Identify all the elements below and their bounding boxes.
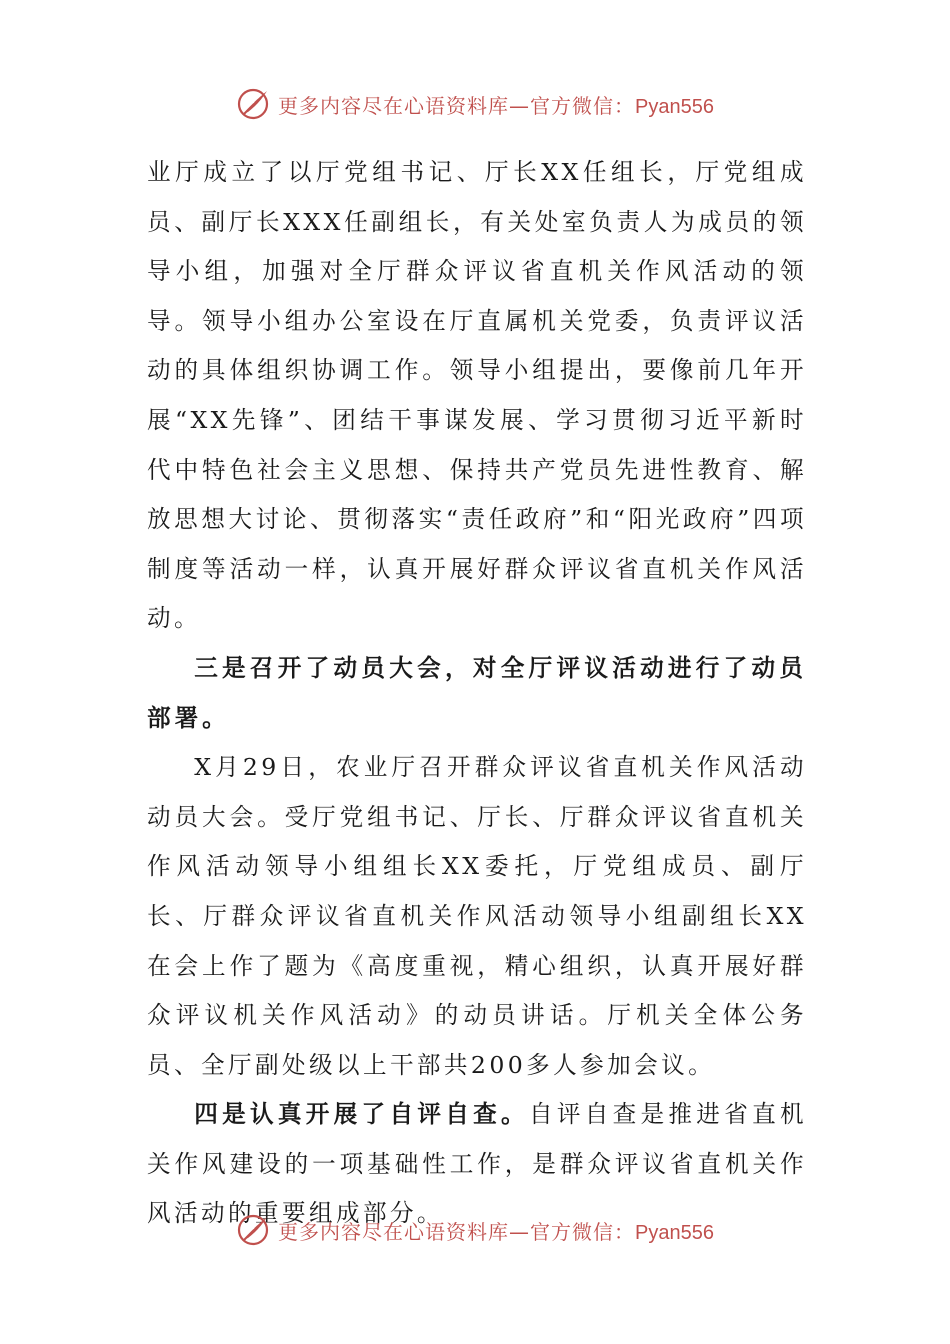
quill-logo-icon <box>236 1212 272 1248</box>
section-heading-mobilization: 三是召开了动员大会，对全厅评议活动进行了动员部署。 <box>147 653 807 732</box>
paragraph-leading-group: 业厅成立了以厅党组书记、厅长XX任组长，厅党组成员、副厅长XXX任副组长，有关处室负责人为成员的领导小组，加强对全厅群众评议省直机关作风活动的领导。领导小组办公室设在厅直属机关党委，负责评议活动的具体组织协调工作。领导小组提出，要像前几年开展“XX先锋”、团结干事谋发展、学习贯彻习近平新时代中特色社会主义思想、保持共产党员先进性教育、解放思想大讨论、贯彻落实“责任政府”和“阳光政府”四项制度等活动一样，认真开展好群众评议省直机关作风活动。 <box>147 158 807 633</box>
paragraph-mobilization-meeting: X月29日，农业厅召开群众评议省直机关作风活动动员大会。受厅党组书记、厅长、厅群众评议省直机关作风活动领导小组组长XX委托，厅党组成员、副厅长、厅群众评议省直机关作风活动领导小组副组长XX在会上作了题为《高度重视，精心组织，认真开展好群众评议机关作风活动》的动员讲话。厅机关全体公务员、全厅副处级以上干部共200多人参加会议。 <box>147 753 807 1079</box>
wechat-id: Pyan556 <box>635 1221 714 1244</box>
document-body <box>147 148 807 1239</box>
watermark-text: 更多内容尽在心语资料库—官方微信：Pyan556 <box>278 93 714 118</box>
wechat-id: Pyan556 <box>635 95 714 118</box>
footer-watermark <box>0 1210 950 1250</box>
quill-logo-icon <box>236 86 272 122</box>
header-watermark <box>0 84 950 124</box>
watermark-text: 更多内容尽在心语资料库—官方微信：Pyan556 <box>278 1219 714 1244</box>
self-review-text: 自评自查是推进省直机关作风建设的一项基础性工作，是群众评议省直机关作风活动的重要组成部分。 <box>147 1100 807 1228</box>
self-review-heading: 四是认真开展了自评自查。 <box>194 1100 529 1129</box>
